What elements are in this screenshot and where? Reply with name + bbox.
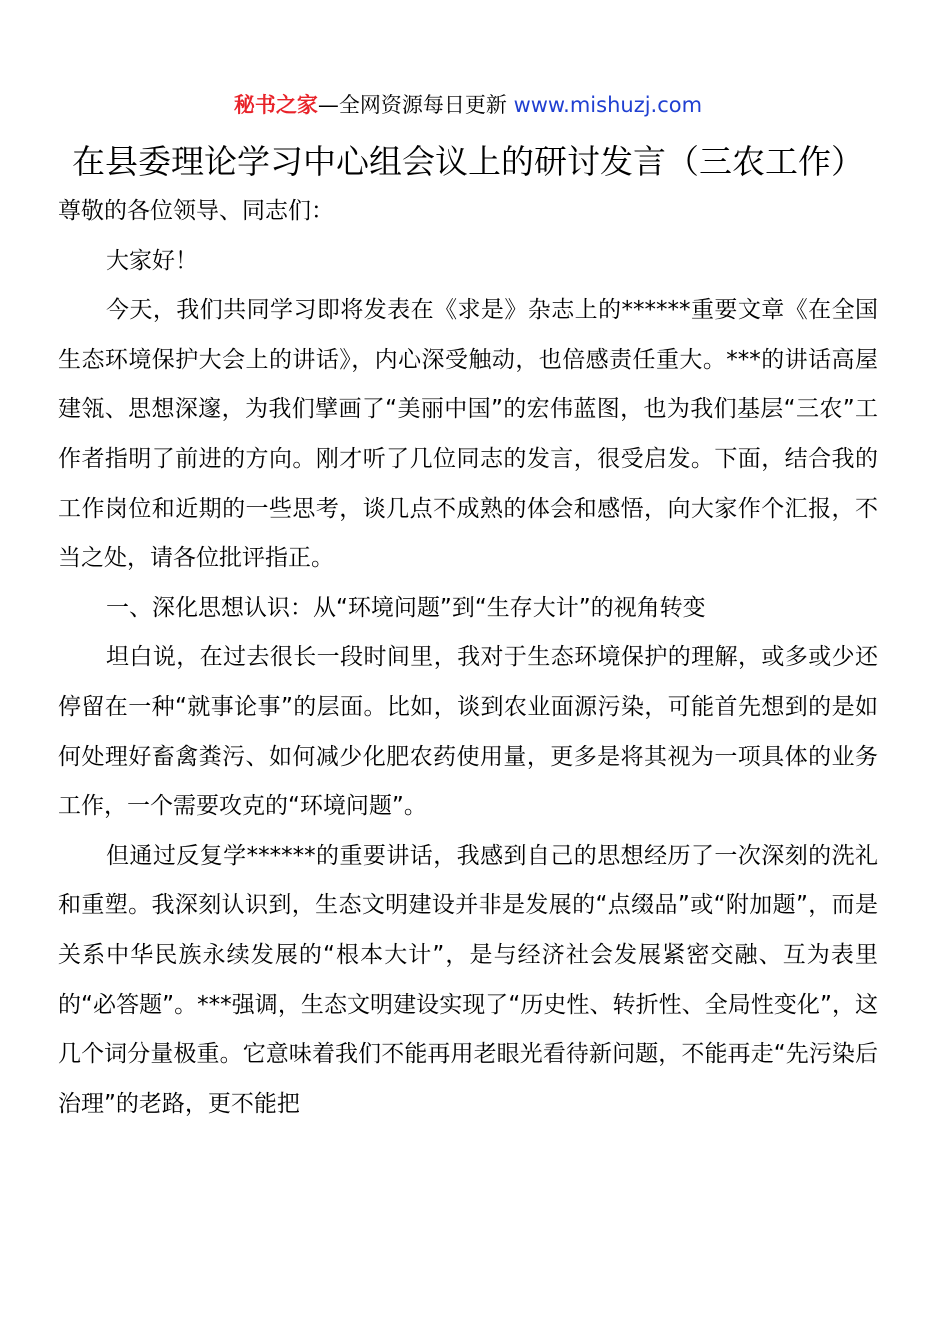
paragraph: 坦白说，在过去很长一段时间里，我对于生态环境保护的理解，或多或少还停留在一种“就事论事”的层面。比如，谈到农业面源污染，可能首先想到的是如何处理好畜禽粪污、如何减少化肥农药使用量，更多是将其视为一项具体的业务工作，一个需要攻克的“环境问题”。 [58, 644, 878, 820]
site-url-link[interactable]: www.mishuzj.com [513, 93, 703, 117]
site-brand: 秘书之家 [233, 93, 318, 117]
greeting: 大家好！ [106, 247, 198, 274]
paragraph: 但通过反复学******的重要讲话，我感到自己的思想经历了一次深刻的洗礼和重塑。我深刻认识到，生态文明建设并非是发展的“点缀品”或“附加题”，而是关系中华民族永续发展的“根本大计”，是与经济社会发展紧密交融、互为表里的“必答题”。***强调，生态文明建设实现了“历史性、转折性、全局性变化”，这几个词分量极重。它意味着我们不能再用老眼光看待新问题，不能再走“先污染后治理”的老路，更不能把 [58, 842, 878, 1117]
salutation: 尊敬的各位领导、同志们： [58, 198, 334, 224]
section-heading: 一、深化思想认识：从“环境问题”到“生存大计”的视角转变 [106, 594, 706, 621]
site-tagline: —全网资源每日更新 [317, 93, 514, 117]
site-header [58, 86, 878, 124]
paragraph: 今天，我们共同学习即将发表在《求是》杂志上的******重要文章《在全国生态环境保护大会上的讲话》，内心深受触动，也倍感责任重大。***的讲话高屋建瓴、思想深邃，为我们擘画了“美丽中国”的宏伟蓝图，也为我们基层“三农”工作者指明了前进的方向。刚才听了几位同志的发言，很受启发。下面，结合我的工作岗位和近期的一些思考，谈几点不成熟的体会和感悟，向大家作个汇报，不当之处，请各位批评指正。 [58, 297, 878, 572]
document-body [58, 187, 878, 1129]
document-title: 在县委理论学习中心组会议上的研讨发言（三农工作） [72, 142, 864, 181]
